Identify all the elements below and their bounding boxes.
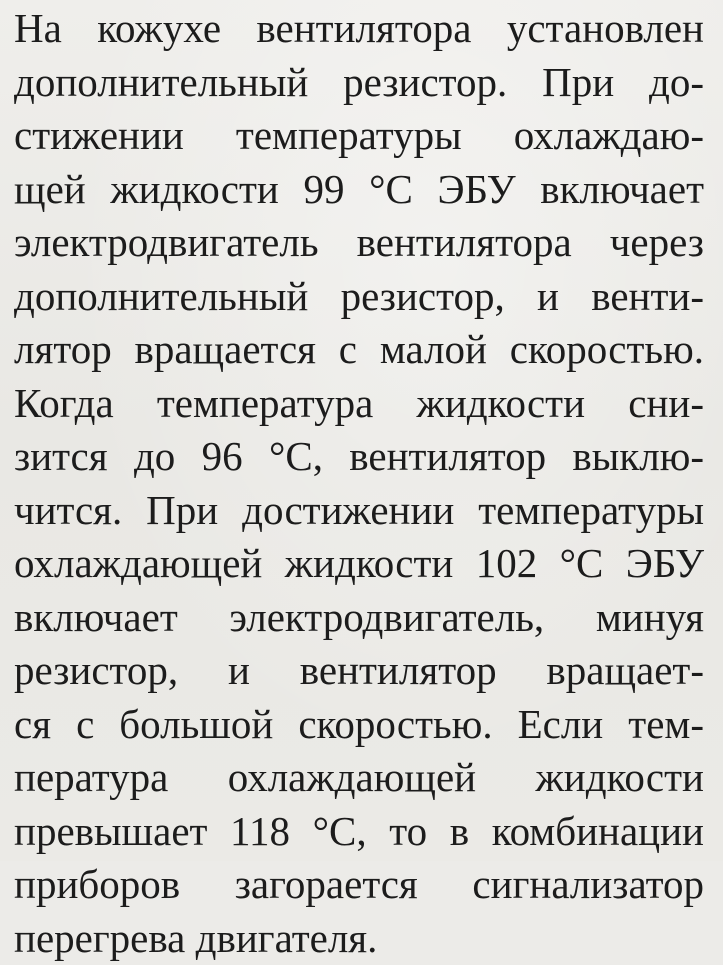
text-line: превышает 118 °С, то в комбинации <box>14 805 704 859</box>
text-line: чится. При достижении температуры <box>14 484 704 538</box>
text-line: перегрева двигателя. <box>14 912 704 965</box>
text-line: приборов загорается сигнализатор <box>14 858 704 912</box>
text-line: дополнительный резистор. При до- <box>14 56 704 110</box>
text-line: дополнительный резистор, и венти- <box>14 270 704 324</box>
text-line: пература охлаждающей жидкости <box>14 751 704 805</box>
text-line: резистор, и вентилятор вращает- <box>14 644 704 698</box>
text-line: щей жидкости 99 °С ЭБУ включает <box>14 163 704 217</box>
text-line: ся с большой скоростью. Если тем- <box>14 698 704 752</box>
text-line: лятор вращается с малой скоростью. <box>14 323 704 377</box>
text-line: Когда температура жидкости сни- <box>14 377 704 431</box>
paragraph-text <box>14 2 704 965</box>
text-line: электродвигатель вентилятора через <box>14 216 704 270</box>
text-line: охлаждающей жидкости 102 °С ЭБУ <box>14 537 704 591</box>
text-line: включает электродвигатель, минуя <box>14 591 704 645</box>
text-line: стижении температуры охлаждаю- <box>14 109 704 163</box>
text-line: На кожухе вентилятора установлен <box>14 2 704 56</box>
text-line: зится до 96 °С, вентилятор выклю- <box>14 430 704 484</box>
